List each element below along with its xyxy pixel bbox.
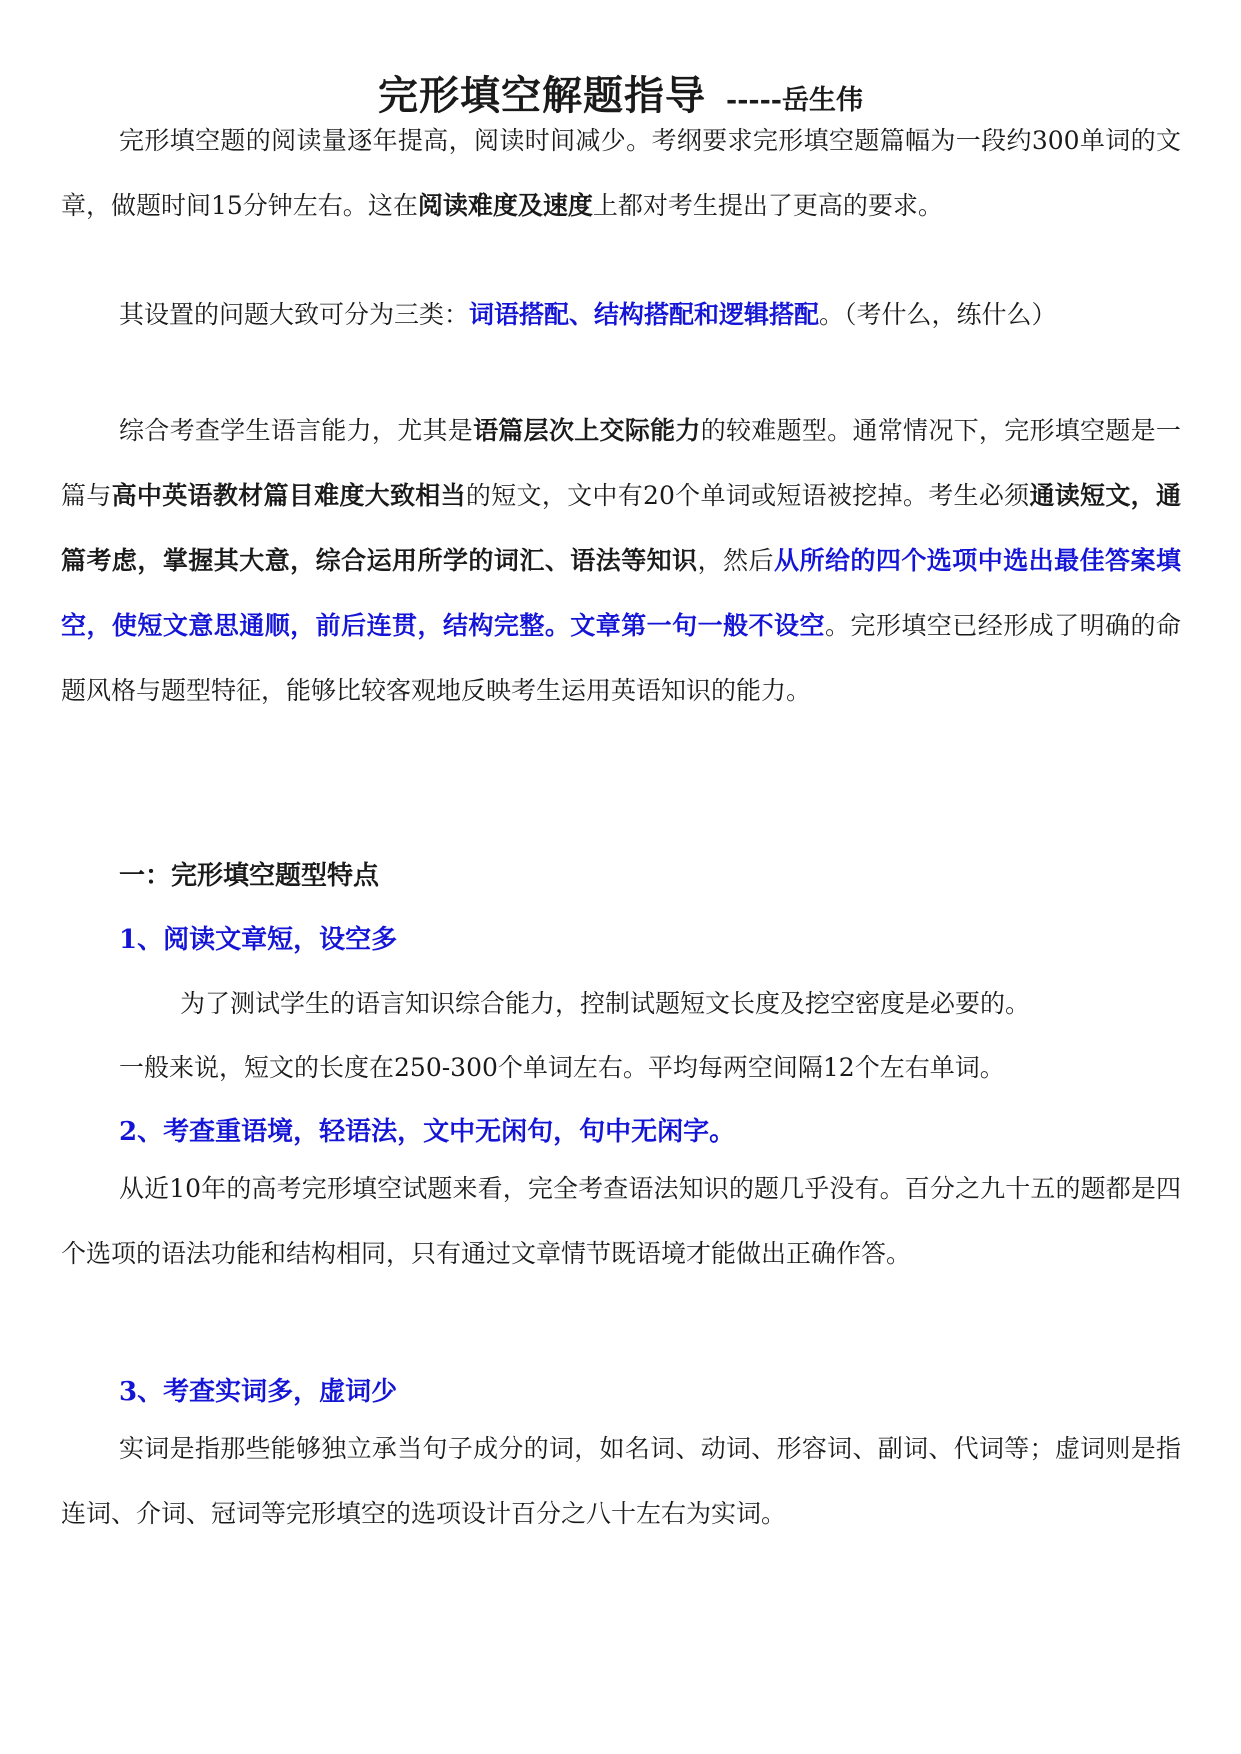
p3-text-3: 的短文，文中有20个单词或短语被挖掉。考生必须 [465,481,1030,510]
p1-text-1: 完形填空题的阅读量逐年提高，阅读时间减少。考纲要求完形填空题篇幅为一段约300单词的文章，做题时间15分钟左右。这在 [61,126,1181,220]
p3-text-1: 综合考查学生语言能力，尤其是 [119,416,474,445]
p2-text-1: 其设置的问题大致可分为三类： [119,300,470,329]
item-heading-3: 3、考查实词多，虚词少 [119,1377,398,1407]
p3-text-4: ，然后 [697,546,775,575]
p1-bold-1: 阅读难度及速度 [417,191,593,220]
p3-text-2: 的较难题型。通常情况下，完形填空题是一篇与 [61,416,1181,510]
p2-blue-1: 词语搭配、结构搭配和逻辑搭配 [469,300,820,329]
p3-blue-1: 从所给的四个选项中选出最佳答案填空，使短文意思通顺，前后连贯，结构完整。文章第一句一般不设空 [61,546,1181,640]
p3-text-5: 。完形填空已经形成了明确的命题风格与题型特征，能够比较客观地反映考生运用英语知识的能力。 [61,611,1181,705]
section-heading-1: 一：完形填空题型特点 [119,861,380,891]
title-main: 完形填空解题指导 [377,72,706,119]
p3-bold-3: 通读短文，通篇考虑，掌握其大意，综合运用所学的词汇、语法等知识 [61,481,1181,575]
paragraph-intro [61,108,1181,238]
item-heading-2: 2、考查重语境，轻语法，文中无闲句，句中无闲字。 [119,1117,736,1147]
p1-text-2: 上都对考生提出了更高的要求。 [592,191,943,220]
item2-paragraph: 从近10年的高考完形填空试题来看，完全考查语法知识的题几乎没有。百分之九十五的题都是四个选项的语法功能和结构相同，只有通过文章情节既语境才能做出正确作答。 [61,1174,1181,1268]
p3-bold-2: 高中英语教材篇目难度大致相当 [111,481,466,510]
item1-line-1: 为了测试学生的语言知识综合能力，控制试题短文长度及挖空密度是必要的。 [180,989,1031,1018]
p3-bold-1: 语篇层次上交际能力 [473,416,701,445]
p2-text-2: 。（考什么，练什么） [819,300,1057,329]
title-author: -----岳生伟 [725,85,864,116]
paragraph-overview [61,398,1181,723]
item-heading-1: 1、阅读文章短，设空多 [119,925,398,955]
item1-line-2: 一般来说，短文的长度在250-300个单词左右。平均每两空间隔12个左右单词。 [119,1053,1005,1082]
item3-paragraph: 实词是指那些能够独立承当句子成分的词，如名词、动词、形容词、副词、代词等；虚词则是指连词、介词、冠词等完形填空的选项设计百分之八十左右为实词。 [61,1434,1181,1528]
paragraph-question-types [61,282,1181,347]
